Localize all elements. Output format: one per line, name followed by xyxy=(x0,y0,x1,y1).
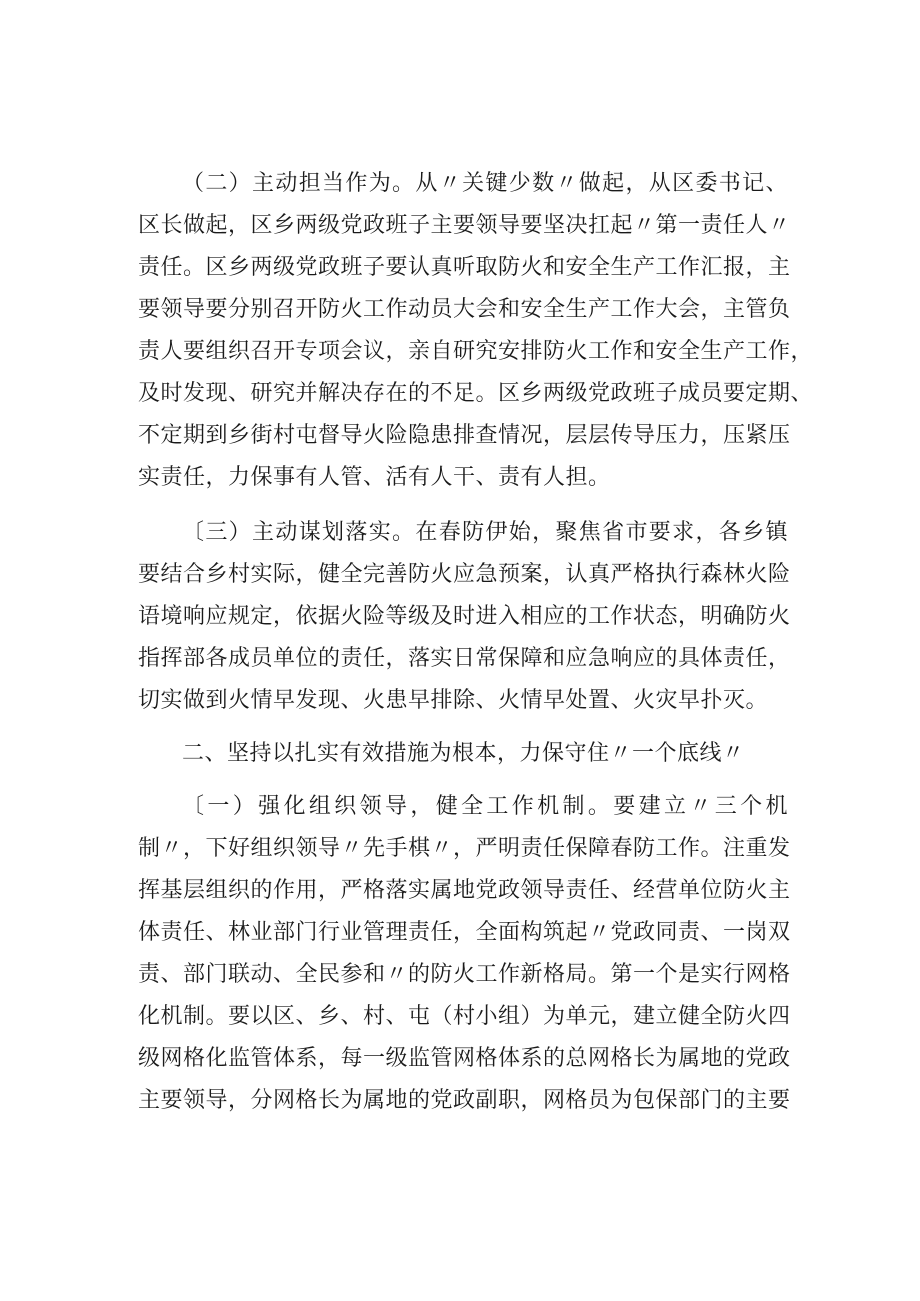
text-line: 〔一）强化组织领导，健全工作机制。要建立〃三个机 xyxy=(182,794,788,819)
text-line: 区长做起，区乡两级党政班子主要领导要坚决扛起〃第一责任人〃 xyxy=(138,213,791,238)
text-line: 不定期到乡街村屯督导火险隐患排查情况，层层传导压力，压紧压 xyxy=(138,423,791,448)
text-line: 级网格化监管体系，每一级监管网格体系的总网格长为属地的党政 xyxy=(138,1046,791,1071)
text-line: 主要领导，分网格长为属地的党政副职，网格员为包保部门的主要 xyxy=(138,1088,791,1113)
text-line: 及时发现、研究并解决存在的不足。区乡两级党政班子成员要定期、 xyxy=(138,381,814,406)
text-line: 制〃，下好组织领导〃先手棋〃，严明责任保障春防工作。注重发 xyxy=(138,836,791,861)
text-line: 化机制。要以区、乡、村、屯（村小组）为单元，建立健全防火四 xyxy=(138,1004,791,1029)
text-line: 〔三）主动谋划落实。在春防伊始，聚焦省市要求，各乡镇 xyxy=(182,520,788,545)
text-line: 责任。区乡两级党政班子要认真听取防火和安全生产工作汇报，主 xyxy=(138,255,791,280)
text-line: 挥基层组织的作用，严格落实属地党政领导责任、经营单位防火主 xyxy=(138,878,791,903)
text-line: 要结合乡村实际，健全完善防火应急预案，认真严格执行森林火险 xyxy=(138,562,791,587)
text-line: （二）主动担当作为。从〃关键少数〃做起，从区委书记、 xyxy=(182,171,788,196)
section-heading: 二、坚持以扎实有效措施为根本，力保守住〃一个底线〃 xyxy=(182,741,745,766)
text-line: 体责任、林业部门行业管理责任，全面构筑起〃党政同责、一岗双 xyxy=(138,920,791,945)
text-line: 责、部门联动、全民参和〃的防火工作新格局。第一个是实行网格 xyxy=(138,962,791,987)
text-line: 指挥部各成员单位的责任，落实日常保障和应急响应的具体责任， xyxy=(138,646,791,671)
text-line: 责人要组织召开专项会议，亲自研究安排防火工作和安全生产工作， xyxy=(138,339,814,364)
text-line: 要领导要分别召开防火工作动员大会和安全生产工作大会，主管负 xyxy=(138,297,791,322)
text-line: 语境响应规定，依据火险等级及时进入相应的工作状态，明确防火 xyxy=(138,604,791,629)
text-line: 实责任，力保事有人管、活有人干、责有人担。 xyxy=(138,465,611,490)
text-line: 切实做到火情早发现、火患早排除、火情早处置、火灾早扑灭。 xyxy=(138,688,769,713)
